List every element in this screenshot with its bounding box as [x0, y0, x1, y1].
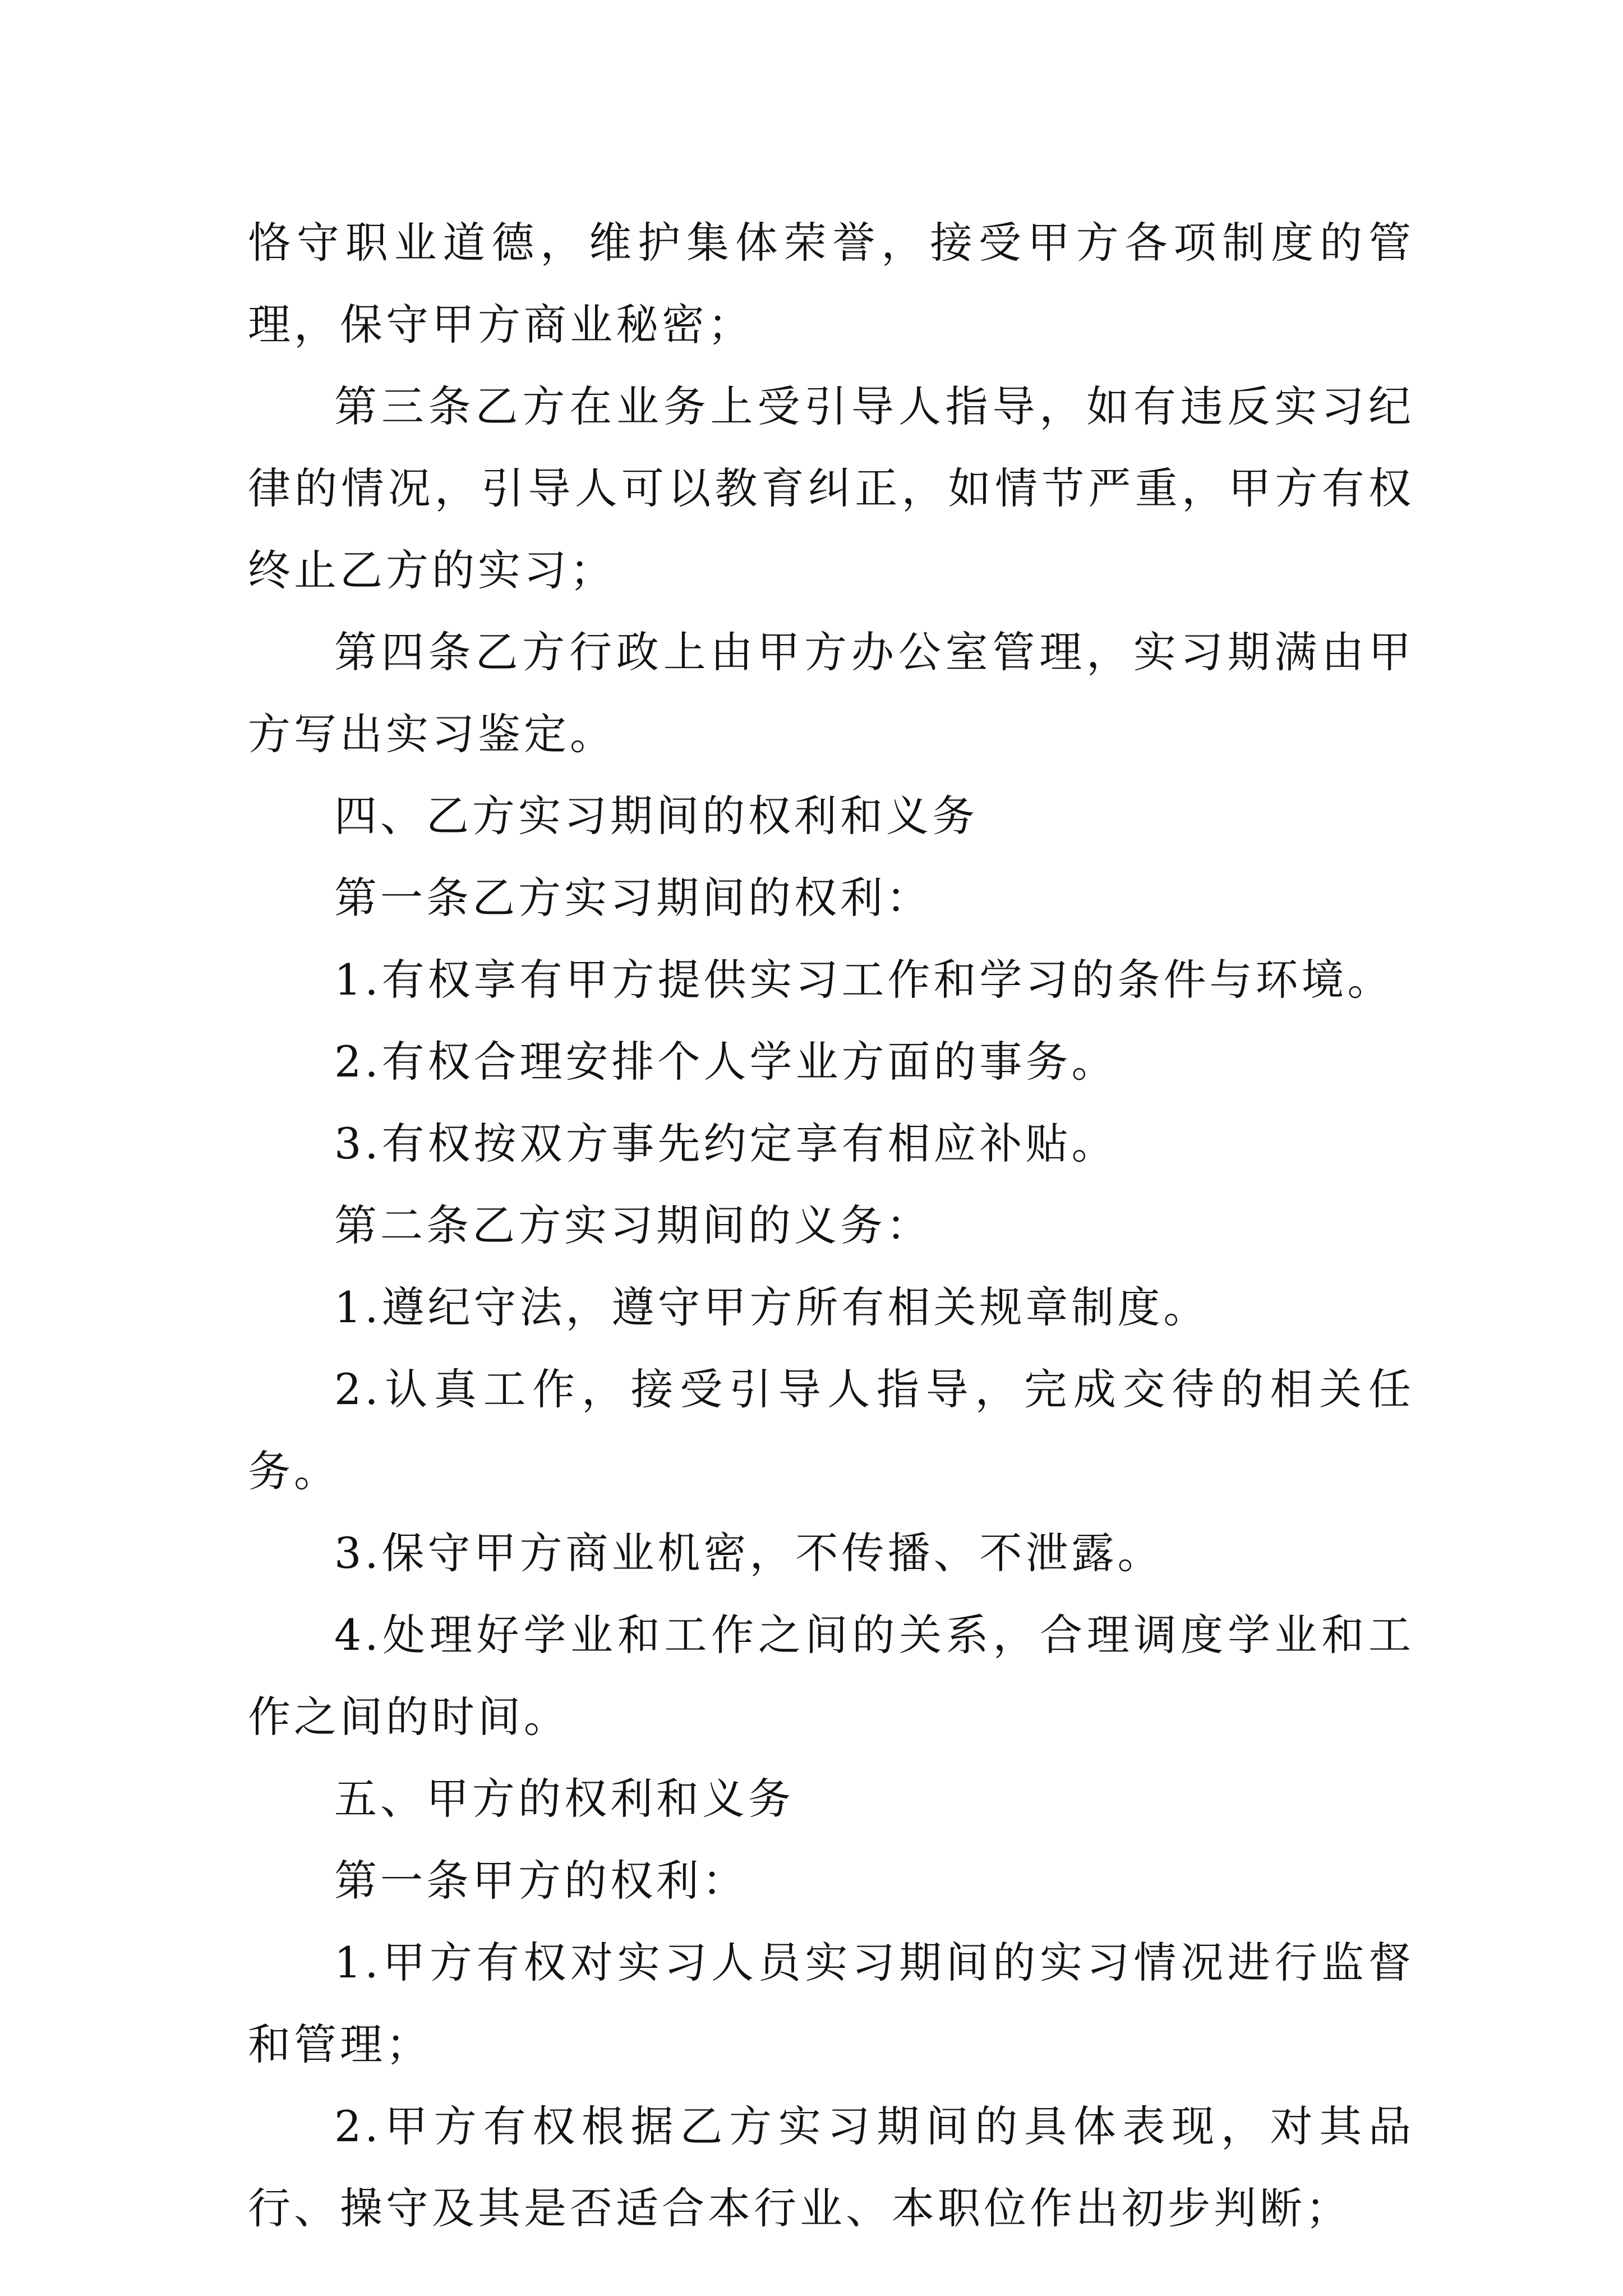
- paragraph-2: 第三条乙方在业务上受引导人指导，如有违反实习纪律的情况，引导人可以教育纠正，如情节严重，甲方有权终止乙方的实习；: [248, 381, 1414, 595]
- list-item: 1.甲方有权对实习人员实习期间的实习情况进行监督和管理；: [248, 1938, 1414, 2069]
- paragraph-3: 第四条乙方行政上由甲方办公室管理，实习期满由甲方写出实习鉴定。: [248, 627, 1414, 759]
- section-heading-5: 五、甲方的权利和义务: [334, 1774, 794, 1824]
- list-item: 2.有权合理安排个人学业方面的事务。: [334, 1037, 1118, 1087]
- section-heading-4: 四、乙方实习期间的权利和义务: [334, 791, 978, 841]
- list-item: 1.遵纪守法，遵守甲方所有相关规章制度。: [334, 1282, 1210, 1332]
- paragraph-15: 第一条甲方的权利：: [334, 1856, 748, 1906]
- paragraph-5: 第一条乙方实习期间的权利：: [334, 873, 932, 923]
- list-item: 3.有权按双方事先约定享有相应补贴。: [334, 1119, 1118, 1168]
- document-body: [248, 202, 1414, 2249]
- paragraph-1: 恪守职业道德，维护集体荣誉，接受甲方各项制度的管理，保守甲方商业秘密；: [248, 218, 1414, 349]
- list-item: 1.有权享有甲方提供实习工作和学习的条件与环境。: [334, 955, 1394, 1005]
- list-item: 2.认真工作，接受引导人指导，完成交待的相关任务。: [248, 1364, 1414, 1496]
- paragraph-9: 第二条乙方实习期间的义务：: [334, 1200, 932, 1250]
- list-item: 4.处理好学业和工作之间的关系，合理调度学业和工作之间的时间。: [248, 1610, 1414, 1742]
- list-item: 3.保守甲方商业机密，不传播、不泄露。: [334, 1528, 1164, 1578]
- list-item: 2.甲方有权根据乙方实习期间的具体表现，对其品行、操守及其是否适合本行业、本职位作出初步判断；: [248, 2101, 1414, 2233]
